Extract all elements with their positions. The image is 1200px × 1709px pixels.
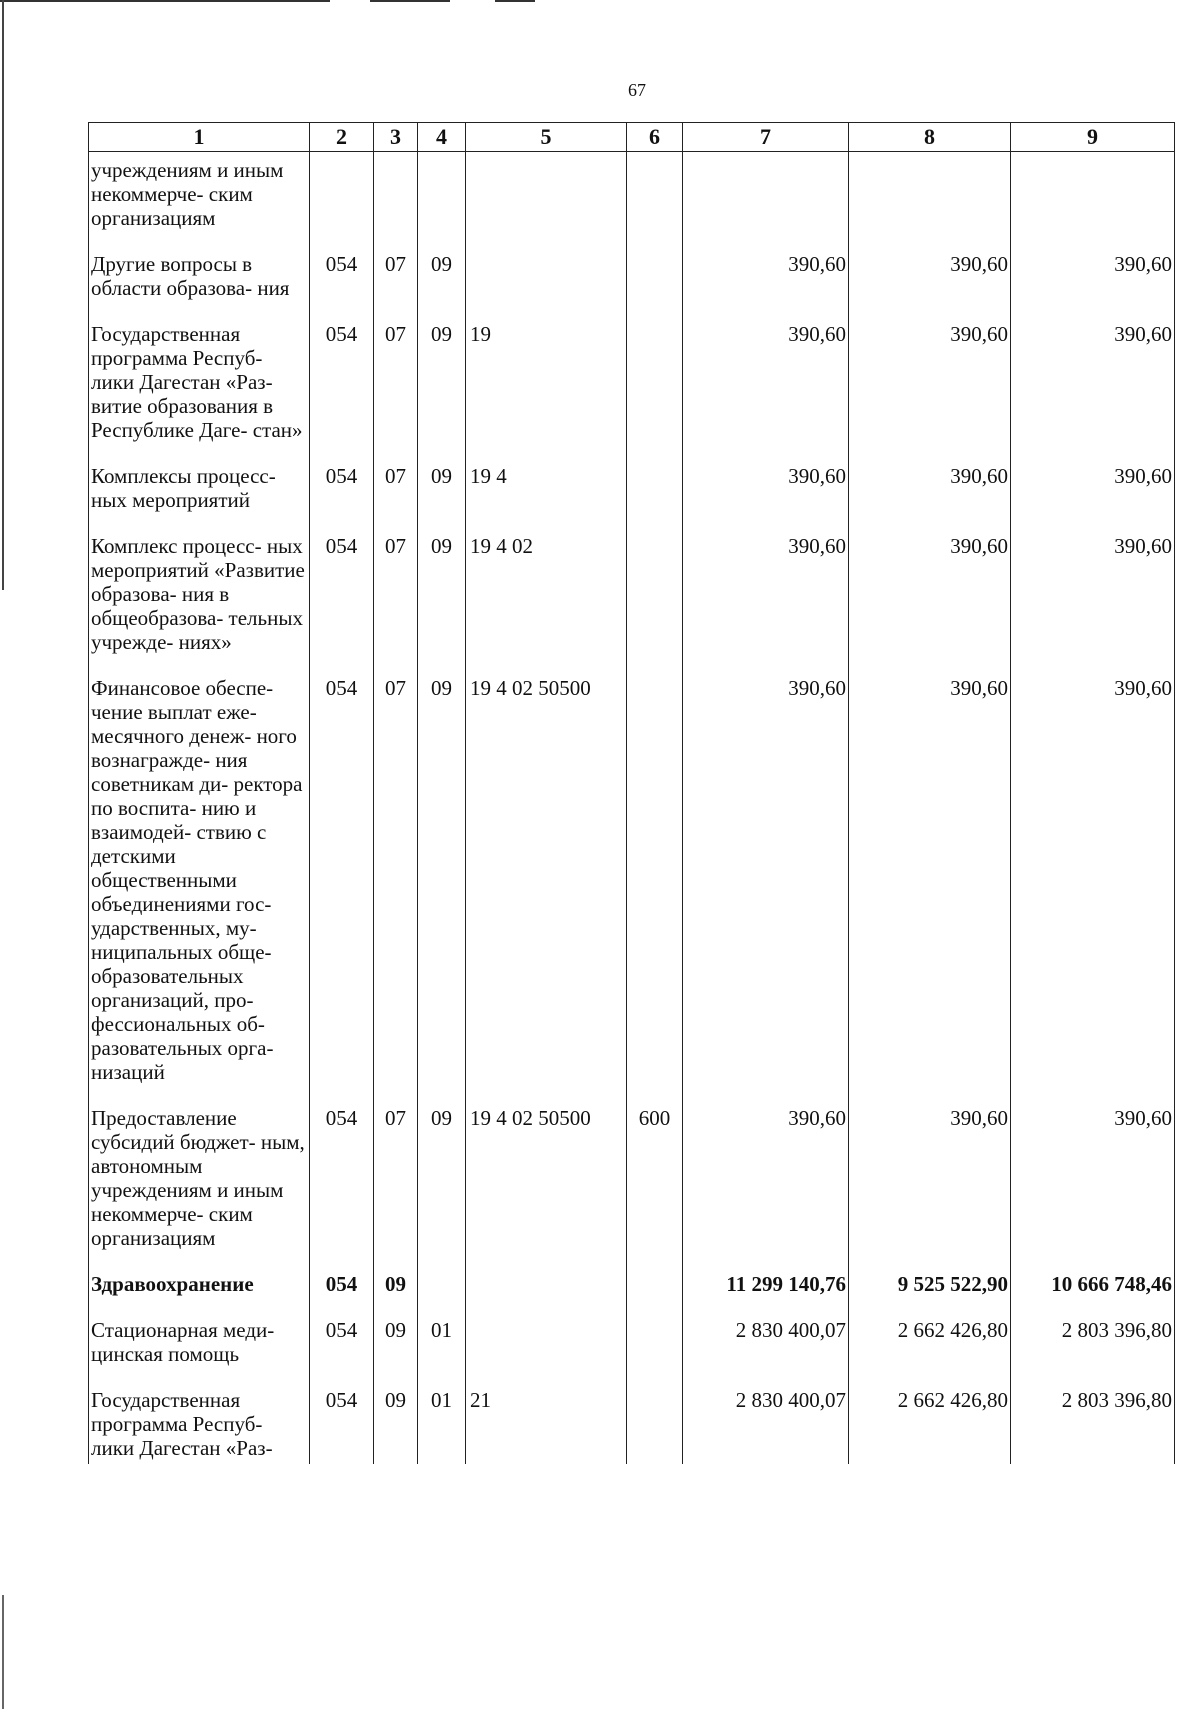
amount-year1: [683, 152, 849, 245]
amount-year1: 390,60: [683, 1098, 849, 1264]
section-code: [374, 152, 418, 245]
column-header: 2: [310, 123, 374, 152]
section-code: 07: [374, 456, 418, 526]
target-article: 21: [466, 1380, 627, 1464]
scan-left-edge: [2, 0, 4, 590]
table-row: [89, 1380, 1175, 1464]
admin-code: 054: [310, 456, 374, 526]
expense-type: [627, 526, 683, 668]
target-article: [466, 1264, 627, 1310]
expense-type: [627, 1380, 683, 1464]
expense-type: [627, 1310, 683, 1380]
amount-year2: 390,60: [849, 456, 1011, 526]
amount-year1: 390,60: [683, 668, 849, 1098]
amount-year1: 390,60: [683, 526, 849, 668]
column-header: 6: [627, 123, 683, 152]
section-code: 07: [374, 1098, 418, 1264]
column-header: 5: [466, 123, 627, 152]
expense-type: [627, 668, 683, 1098]
amount-year2: 2 662 426,80: [849, 1310, 1011, 1380]
amount-year3: 390,60: [1011, 244, 1175, 314]
admin-code: 054: [310, 244, 374, 314]
section-code: 09: [374, 1264, 418, 1310]
amount-year2: [849, 152, 1011, 245]
row-name: Государственная программа Респуб- лики Дагестан «Раз-: [89, 1380, 310, 1464]
table-row: [89, 152, 1175, 245]
row-name: Финансовое обеспе- чение выплат еже- месячного денеж- ного вознагражде- ния советникам ди- ректора по воспита- нию и взаимодей- ствию с детскими общественными объединениями гос- ударственных, му- ниципальных обще- образовательных организаций, про- фессиональных об- разовательных орга- низаций: [89, 668, 310, 1098]
target-article: 19 4 02 50500: [466, 1098, 627, 1264]
amount-year1: 390,60: [683, 244, 849, 314]
admin-code: 054: [310, 314, 374, 456]
column-header: 9: [1011, 123, 1175, 152]
table-row: [89, 456, 1175, 526]
section-code: 07: [374, 526, 418, 668]
row-name: Предоставление субсидий бюджет- ным, автономным учреждениям и иным некоммерче- ским организациям: [89, 1098, 310, 1264]
expense-type: [627, 314, 683, 456]
page-number: 67: [628, 80, 646, 100]
table-row: [89, 244, 1175, 314]
target-article: [466, 244, 627, 314]
row-name: учреждениям и иным некоммерче- ским организациям: [89, 152, 310, 245]
amount-year2: 390,60: [849, 526, 1011, 668]
subsection-code: 09: [418, 1098, 466, 1264]
admin-code: 054: [310, 526, 374, 668]
section-code: 07: [374, 314, 418, 456]
target-article: 19 4 02: [466, 526, 627, 668]
table-body: [89, 152, 1175, 1465]
amount-year2: 390,60: [849, 314, 1011, 456]
row-name: Комплекс процесс- ных мероприятий «Развитие образова- ния в общеобразова- тельных учрежде- ниях»: [89, 526, 310, 668]
scan-left-edge: [2, 1595, 4, 1709]
table-row: [89, 668, 1175, 1098]
table-row-total: [89, 1264, 1175, 1310]
column-header: 4: [418, 123, 466, 152]
column-header: 3: [374, 123, 418, 152]
target-article: 19: [466, 314, 627, 456]
column-header: 7: [683, 123, 849, 152]
subsection-code: 09: [418, 456, 466, 526]
amount-year2: 390,60: [849, 1098, 1011, 1264]
amount-year1: 2 830 400,07: [683, 1380, 849, 1464]
amount-year3: [1011, 152, 1175, 245]
amount-year3: 2 803 396,80: [1011, 1380, 1175, 1464]
amount-year2: 390,60: [849, 244, 1011, 314]
section-code: 07: [374, 668, 418, 1098]
subsection-code: 09: [418, 668, 466, 1098]
target-article: 19 4 02 50500: [466, 668, 627, 1098]
subsection-code: 09: [418, 526, 466, 668]
row-name: Комплексы процесс- ных мероприятий: [89, 456, 310, 526]
amount-year1: 390,60: [683, 456, 849, 526]
expense-type: [627, 244, 683, 314]
amount-year3: 390,60: [1011, 314, 1175, 456]
amount-year2: 390,60: [849, 668, 1011, 1098]
section-code: 09: [374, 1310, 418, 1380]
expense-type: 600: [627, 1098, 683, 1264]
table-row: [89, 526, 1175, 668]
target-article: [466, 152, 627, 245]
admin-code: 054: [310, 1380, 374, 1464]
amount-year2: 9 525 522,90: [849, 1264, 1011, 1310]
amount-year3: 390,60: [1011, 526, 1175, 668]
admin-code: 054: [310, 668, 374, 1098]
table-row: [89, 1310, 1175, 1380]
amount-year1: 2 830 400,07: [683, 1310, 849, 1380]
subsection-code: [418, 1264, 466, 1310]
target-article: 19 4: [466, 456, 627, 526]
row-name: Здравоохранение: [89, 1264, 310, 1310]
amount-year1: 11 299 140,76: [683, 1264, 849, 1310]
amount-year3: 390,60: [1011, 668, 1175, 1098]
expense-type: [627, 456, 683, 526]
amount-year3: 390,60: [1011, 456, 1175, 526]
target-article: [466, 1310, 627, 1380]
subsection-code: [418, 152, 466, 245]
scan-edge-line: [0, 0, 330, 2]
section-code: 07: [374, 244, 418, 314]
admin-code: 054: [310, 1098, 374, 1264]
subsection-code: 01: [418, 1310, 466, 1380]
amount-year3: 10 666 748,46: [1011, 1264, 1175, 1310]
admin-code: [310, 152, 374, 245]
amount-year1: 390,60: [683, 314, 849, 456]
admin-code: 054: [310, 1264, 374, 1310]
amount-year2: 2 662 426,80: [849, 1380, 1011, 1464]
expense-type: [627, 1264, 683, 1310]
row-name: Стационарная меди- цинская помощь: [89, 1310, 310, 1380]
subsection-code: 01: [418, 1380, 466, 1464]
row-name: Другие вопросы в области образова- ния: [89, 244, 310, 314]
budget-table: [88, 122, 1175, 1464]
table-header-row: [89, 123, 1175, 152]
subsection-code: 09: [418, 244, 466, 314]
table-row: [89, 314, 1175, 456]
table-row: [89, 1098, 1175, 1264]
subsection-code: 09: [418, 314, 466, 456]
section-code: 09: [374, 1380, 418, 1464]
row-name: Государственная программа Респуб- лики Дагестан «Раз- витие образования в Республике Даге- стан»: [89, 314, 310, 456]
admin-code: 054: [310, 1310, 374, 1380]
column-header: 1: [89, 123, 310, 152]
column-header: 8: [849, 123, 1011, 152]
scan-edge-line: [495, 0, 535, 2]
amount-year3: 2 803 396,80: [1011, 1310, 1175, 1380]
expense-type: [627, 152, 683, 245]
amount-year3: 390,60: [1011, 1098, 1175, 1264]
scan-edge-line: [370, 0, 450, 2]
